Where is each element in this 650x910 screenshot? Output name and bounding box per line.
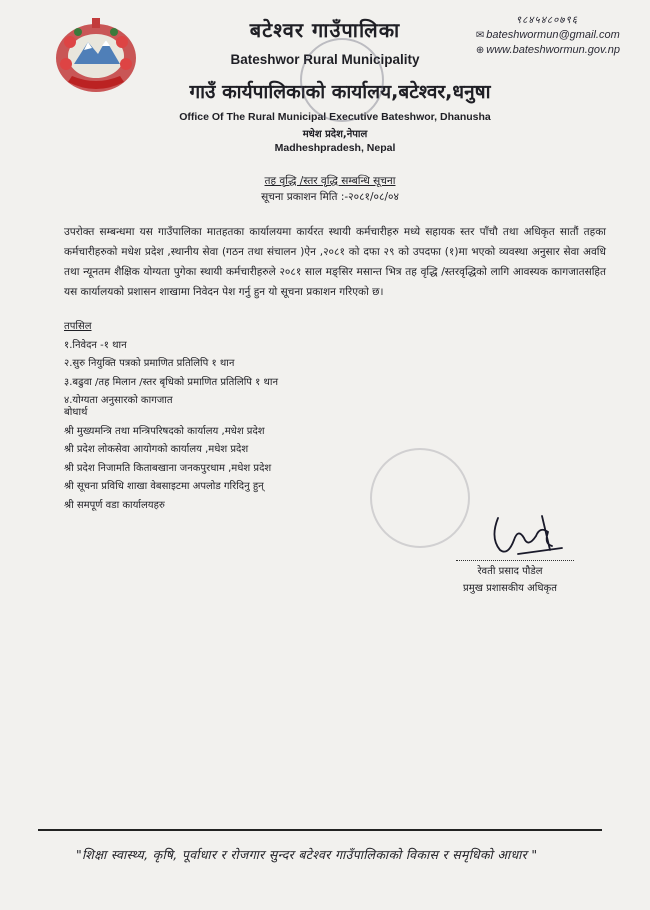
signature-block [440, 510, 580, 597]
list-item: १.निवेदन -१ थान [64, 339, 127, 351]
list-item: श्री मुख्यमन्त्रि तथा मन्त्रिपरिषदको कार्यालय ,मधेश प्रदेश [64, 425, 265, 437]
enclosures-heading: तपसिल [64, 321, 92, 332]
bodhartha-heading: बोधार्थ [64, 407, 88, 418]
office-name-english: Office Of The Rural Municipal Executive Bateshwor, Dhanusha [179, 111, 491, 123]
bodhartha-list [64, 404, 271, 515]
office-stamp [300, 38, 384, 122]
signature-line [456, 560, 574, 561]
website-line [476, 44, 620, 56]
enclosures-list [64, 318, 278, 411]
province-english: Madheshpradesh, Nepal [274, 142, 396, 154]
province-nepali: मधेश प्रदेश,नेपाल [302, 129, 368, 140]
list-item: श्री प्रदेश निजामति किताबखाना जनकपुरधाम ,मधेश प्रदेश [64, 462, 272, 474]
list-item: ४.योग्यता अनुसारको कागजात [64, 395, 173, 406]
office-name-nepali: गाउँ कार्यपालिकाको कार्यालय,बटेश्वर,धनुषा [189, 81, 491, 103]
footer-divider [38, 829, 602, 831]
footer-motto: "शिक्षा स्वास्थ्य, कृषि, पूर्वाधार र रोजगार सुन्दर बटेश्वर गाउँपालिकाको विकास र समृधिको आधार " [76, 847, 538, 862]
envelope-icon: ✉ [475, 30, 485, 41]
notice-subject: तह वृद्धि /स्तर वृद्धि सम्बन्धि सूचना [264, 175, 396, 187]
list-item: श्री सूचना प्रविधि शाखा वेबसाइटमा अपलोड गरिदिनु हुन् [64, 481, 264, 492]
list-item: श्री समपूर्ण वडा कार्यालयहरु [64, 499, 165, 511]
org-name-english: Bateshwor Rural Municipality [230, 52, 420, 67]
notice-body: उपरोक्त सम्बन्धमा यस गाउँपालिका मातहतका कार्यालयमा कार्यरत स्थायी कर्मचारीहरु मध्ये सहायक स्तर पाँचौ तथा अधिकृत सातौं तहका कर्मचारीहरुको मधेश प्रदेश ,स्थानीय सेवा (गठन तथा संचालन )ऐन ,२०८१ को दफा २९ को उपदफा (१)मा भएको व्यवस्था अनुसार सेवा अवधि तथा न्यूनतम शैक्षिक योग्यता पुगेका स्थायी कर्मचारीहरुले २०८१ साल मङ्सिर मसान्त भित्र तह वृद्धि /स्तरवृद्धिको लागि आवस्यक कागजातसहित यस कार्यालयको प्रशासन शाखामा निवेदन पेश गर्नु हुन यो सूचना प्रकाशन गरिएको छ। [64, 226, 606, 298]
handwritten-signature [478, 510, 568, 560]
globe-icon: ⊕ [475, 45, 485, 56]
list-item: ३.बढुवा /तह मिलान /स्तर बृधिको प्रमाणित प्रतिलिपि १ थान [64, 376, 279, 388]
email-line [476, 29, 620, 41]
org-name-nepali: बटेश्वर गाउँपालिका [249, 18, 401, 42]
phone-number: ९८४५४८०७९६ [515, 15, 578, 26]
signatory-name: रेवती प्रसाद पौडेल [477, 566, 543, 577]
website-link[interactable]: www.bateshwormun.gov.np [486, 44, 620, 56]
publish-date: सूचना प्रकाशन मिति :-२०८१/०८/०४ [261, 191, 399, 203]
signatory-title: प्रमुख प्रशासकीय अधिकृत [463, 583, 557, 594]
list-item: श्री प्रदेश लोकसेवा आयोगको कार्यालय ,मधेश प्रदेश [64, 444, 249, 455]
contact-block [476, 12, 620, 56]
list-item: २.सुरु नियुक्ति पत्रको प्रमाणित प्रतिलिपि १ थान [64, 358, 235, 369]
email-address[interactable]: bateshwormun@gmail.com [486, 29, 620, 41]
